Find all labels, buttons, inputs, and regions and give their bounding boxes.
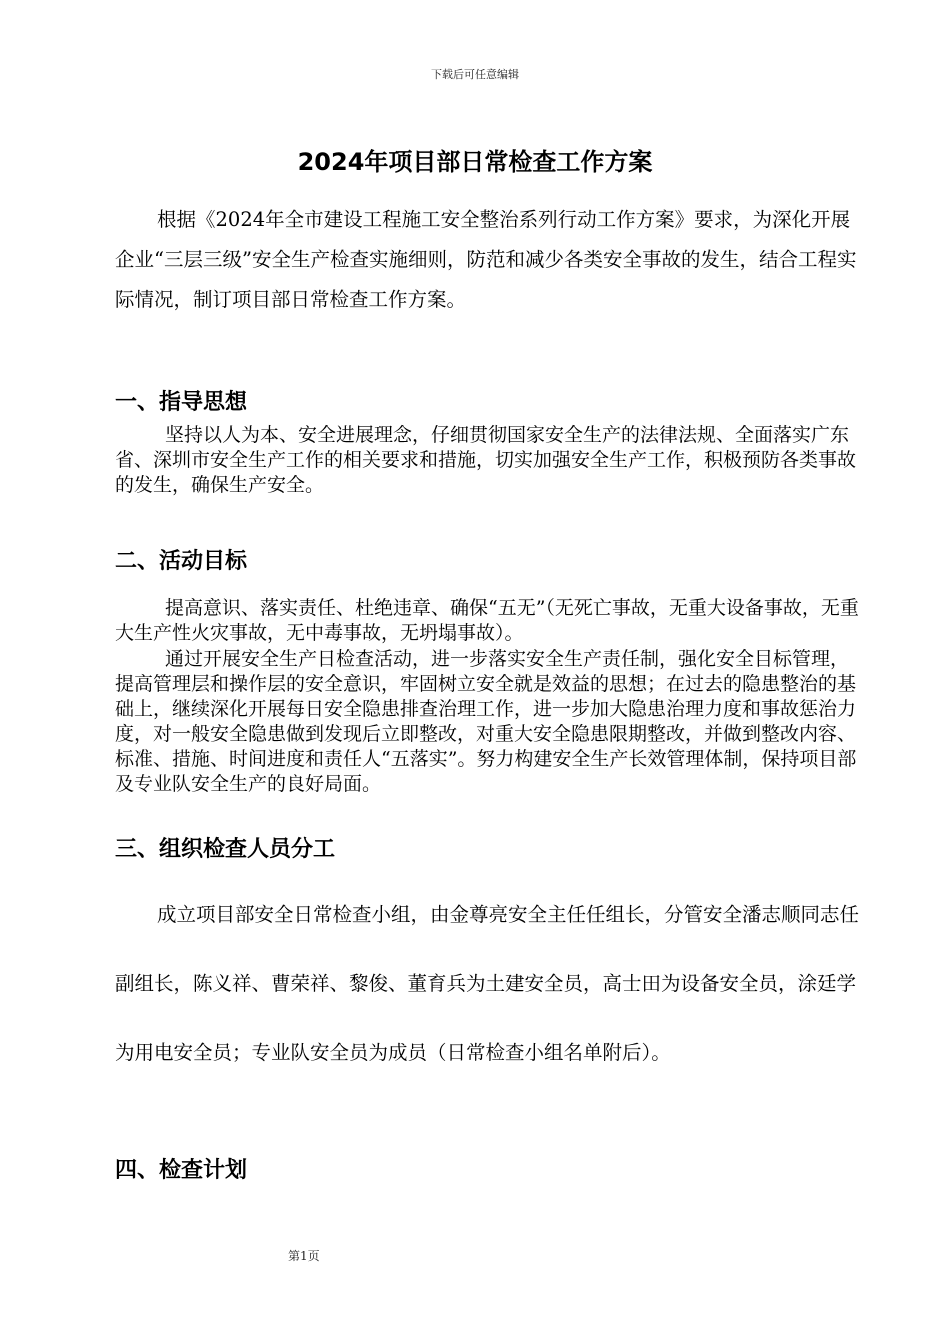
page-number: 第1页 [288, 1249, 320, 1263]
document-title: 2024年项目部日常检查工作方案 [297, 148, 653, 176]
section-heading-activity-goals: 二、活动目标 [115, 549, 248, 574]
inspection-staff-paragraph [115, 880, 863, 1087]
inspection-staff-text: 成立项目部安全日常检查小组，由金尊亮安全主任任组长，分管安全潘志顺同志任副组长，陈义祥、曹荣祥、黎俊、董育兵为土建安全员，高士田为设备安全员，涂廷学为用电安全员；专业队安全员为成员（日常检查小组名单附后）。 [115, 903, 860, 1064]
section-heading-inspection-staff: 三、组织检查人员分工 [115, 837, 336, 862]
intro-paragraph: 根据《2024年全市建设工程施工安全整治系列行动工作方案》要求，为深化开展企业“三层三级”安全生产检查实施细则，防范和减少各类安全事故的发生，结合工程实际情况，制订项目部日常检查工作方案。 [115, 208, 857, 311]
section-heading-inspection-plan: 四、检查计划 [115, 1158, 248, 1183]
activity-goals-paragraph-2: 通过开展安全生产日检查活动，进一步落实安全生产责任制，强化安全目标管理，提高管理层和操作层的安全意识，牢固树立安全就是效益的思想；在过去的隐患整治的基础上，继续深化开展每日安全隐患排查治理工作，进一步加大隐患治理力度和事故惩治力度，对一般安全隐患做到发现后立即整改，对重大安全隐患限期整改，并做到整改内容、标准、措施、时间进度和责任人“五落实”。努力构建安全生产长效管理体制，保持项目部及专业队安全生产的良好局面。 [115, 648, 857, 795]
guiding-ideology-paragraph: 坚持以人为本、安全进展理念，仔细贯彻国家安全生产的法律法规、全面落实广东省、深圳市安全生产工作的相关要求和措施，切实加强安全生产工作，积极预防各类事故的发生，确保生产安全。 [115, 424, 857, 496]
section-heading-guiding-ideology: 一、指导思想 [115, 390, 248, 415]
header-note: 下载后可任意编辑 [431, 68, 519, 81]
activity-goals-paragraph-1: 提高意识、落实责任、杜绝违章、确保“五无”（无死亡事故，无重大设备事故，无重大生产性火灾事故，无中毒事故，无坍塌事故）。 [115, 597, 859, 644]
